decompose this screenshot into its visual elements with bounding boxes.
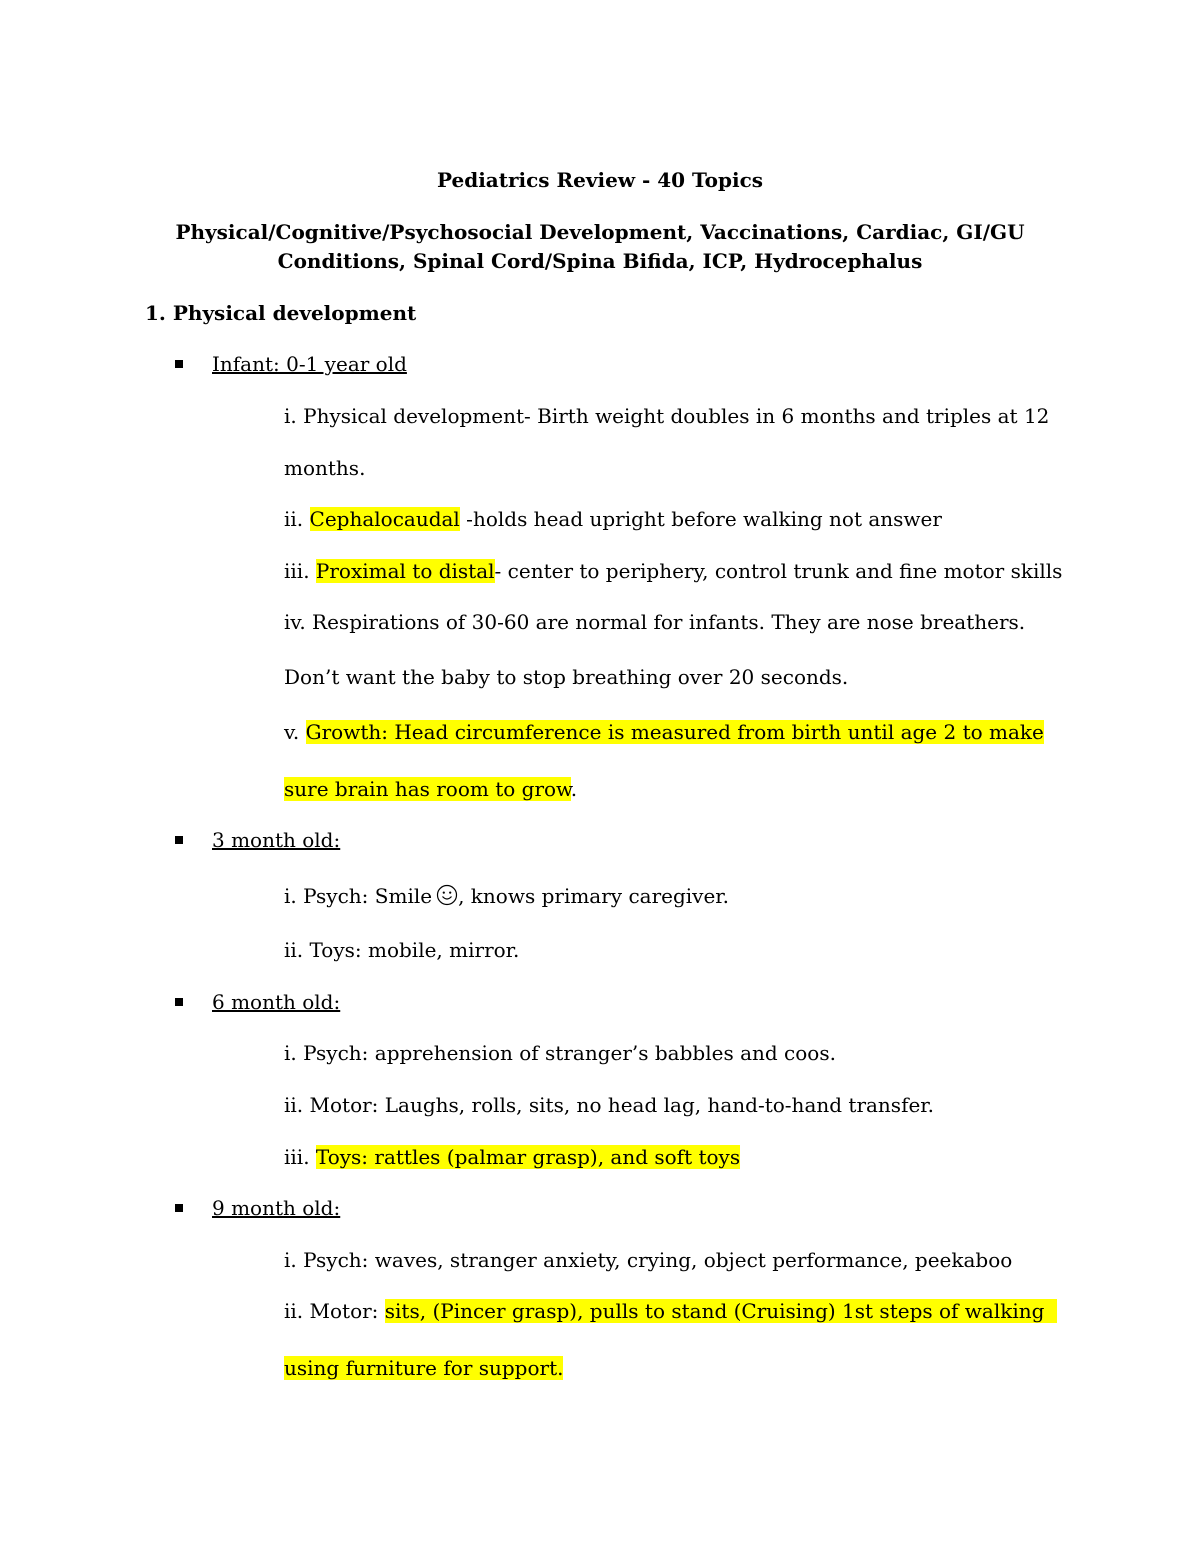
item-number: iii. [284, 1145, 316, 1169]
subtitle-line-1: Physical/Cognitive/Psychosocial Development, Vaccinations, Cardiac, GI/GU [175, 220, 1025, 244]
section-title: Physical development [172, 301, 417, 325]
highlighted-text: Toys: rattles (palmar grasp), and soft toys [315, 1145, 741, 1169]
six-month-item-3 [284, 1143, 740, 1171]
bullet-square-icon [175, 998, 183, 1006]
bullet-square-icon [175, 1204, 183, 1212]
highlighted-text: Growth: Head circumference is measured from birth until age 2 to make [305, 720, 1044, 744]
three-month-item-1 [284, 882, 729, 913]
highlighted-term: Proximal to distal [315, 559, 495, 583]
infant-item-4-line-1: iv. Respirations of 30-60 are normal for infants. They are nose breathers. [284, 610, 1026, 634]
nine-month-heading: 9 month old: [212, 1196, 341, 1220]
six-month-item-1: i. Psych: apprehension of stranger’s babbles and coos. [284, 1041, 836, 1065]
item-text: - center to periphery, control trunk and fine motor skills [494, 559, 1063, 583]
three-month-heading: 3 month old: [212, 828, 341, 852]
six-month-heading: 6 month old: [212, 990, 341, 1014]
nine-month-item-2-line-2 [284, 1354, 563, 1382]
section-heading [145, 299, 416, 327]
infant-item-5-line-2 [284, 775, 577, 803]
highlighted-text: sure brain has room to grow [284, 777, 571, 801]
nine-month-item-1: i. Psych: waves, stranger anxiety, crying, object performance, peekaboo [284, 1248, 1013, 1272]
infant-item-1-line-1: i. Physical development- Birth weight doubles in 6 months and triples at 12 [284, 404, 1050, 428]
item-text: , knows primary caregiver. [458, 884, 730, 908]
infant-item-5-line-1 [284, 718, 1044, 746]
six-month-item-2: ii. Motor: Laughs, rolls, sits, no head lag, hand-to-hand transfer. [284, 1093, 935, 1117]
highlighted-text: sits, (Pincer grasp), pulls to stand (Cruising) 1st steps of walking [384, 1299, 1058, 1323]
item-number: v. [284, 720, 306, 744]
item-number: ii. [284, 507, 310, 531]
infant-item-4-line-2: Don’t want the baby to stop breathing over 20 seconds. [284, 665, 849, 689]
document-title: Pediatrics Review - 40 Topics [436, 168, 763, 192]
bullet-square-icon [175, 360, 183, 368]
highlighted-term: Cephalocaudal [309, 507, 460, 531]
infant-item-1-line-2: months. [284, 456, 366, 480]
item-number: iii. [284, 559, 316, 583]
infant-item-3 [284, 557, 1062, 585]
infant-heading: Infant: 0-1 year old [212, 352, 407, 376]
three-month-item-2: ii. Toys: mobile, mirror. [284, 938, 520, 962]
nine-month-item-2-line-1 [284, 1297, 1057, 1325]
section-number: 1. [145, 301, 166, 325]
highlighted-text: using furniture for support. [284, 1356, 564, 1380]
item-number: ii. Motor: [284, 1299, 385, 1323]
infant-item-2 [284, 505, 942, 533]
item-text: . [570, 777, 578, 801]
item-text: i. Psych: Smile [284, 884, 433, 908]
subtitle-line-2: Conditions, Spinal Cord/Spina Bifida, ICP, Hydrocephalus [277, 249, 923, 273]
smiley-face-icon [436, 884, 458, 913]
item-text: -holds head upright before walking not answer [459, 507, 942, 531]
bullet-square-icon [175, 836, 183, 844]
